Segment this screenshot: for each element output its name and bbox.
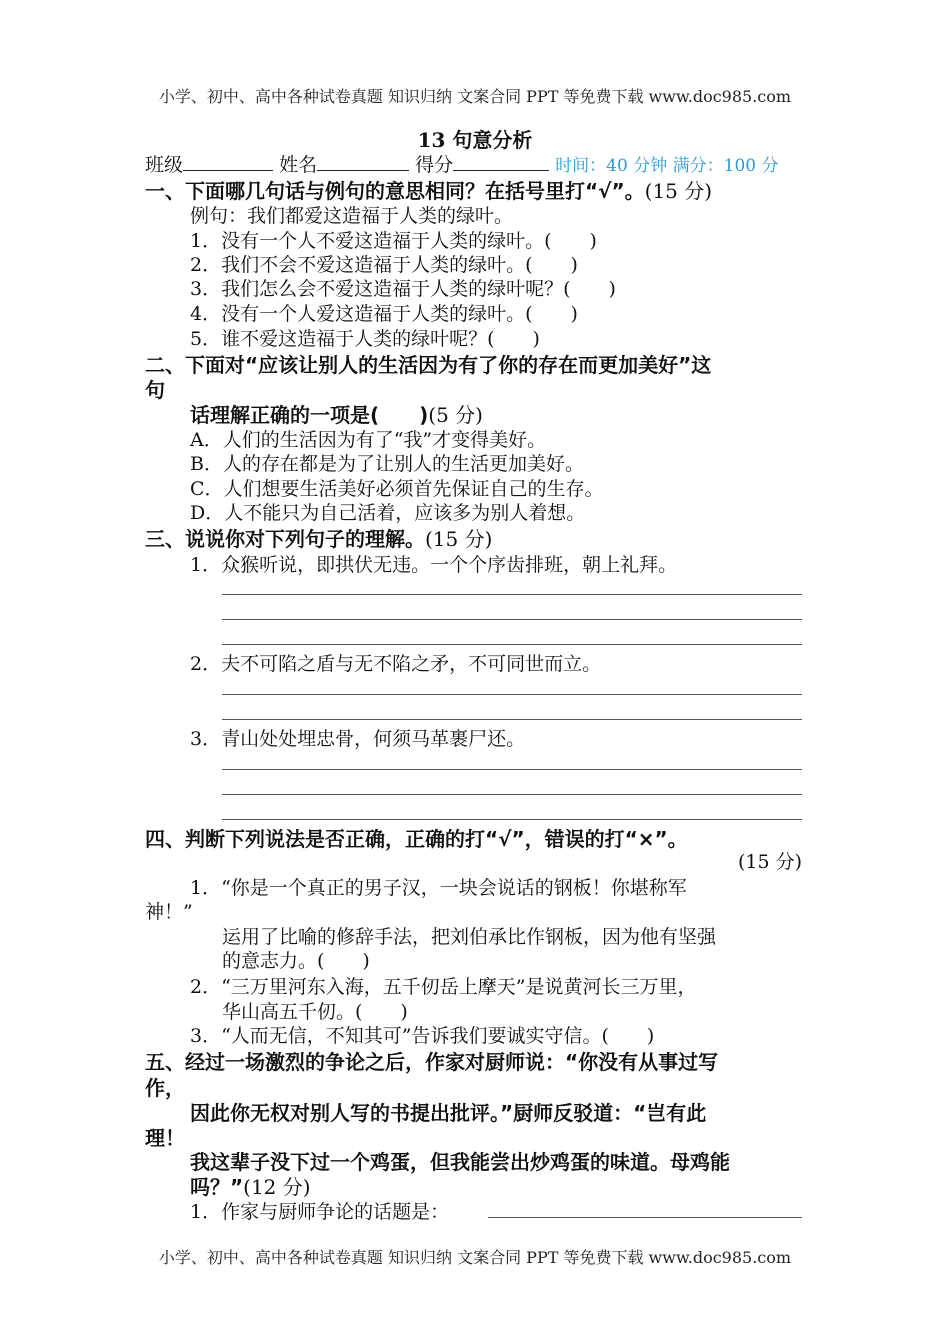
section-5-quote-end: 吗？” [190,1175,244,1199]
section-5-question-1: 1．作家与厨师争论的话题是： [190,1201,450,1223]
name-blank[interactable] [317,152,409,171]
answer-line[interactable] [222,619,802,620]
answer-line[interactable] [488,1217,802,1218]
page-header: 小学、初中、高中各种试卷真题 知识归纳 文案合同 PPT 等免费下载 www.doc985.com [158,87,792,106]
section-4-item-2-line-1: 2．“三万里河东入海，五千仞岳上摩天”是说黄河长三万里， [190,976,697,998]
section-2-title-line-2: 句 [145,378,165,402]
page-footer: 小学、初中、高中各种试卷真题 知识归纳 文案合同 PPT 等免费下载 www.doc985.com [158,1248,792,1267]
section-2-option-a: A．人们的生活因为有了“我”才变得美好。 [190,429,547,451]
section-4-item-3[interactable]: 3．“人而无信，不知其可”告诉我们要诚实守信。( ) [190,1025,655,1047]
section-4-item-1-line-3: 运用了比喻的修辞手法，把刘伯承比作钢板，因为他有坚强 [222,926,717,948]
section-2-points: (5 分) [428,403,483,427]
section-3-item-3: 3．青山处处埋忠骨，何须马革裹尸还。 [190,728,526,750]
section-2-option-b: B．人的存在都是为了让别人的生活更加美好。 [190,453,584,475]
score-blank[interactable] [453,152,549,171]
section-3-title [145,523,492,552]
name-label: 姓名 [279,154,318,176]
section-3-item-1: 1．众猴听说，即拱伏无违。一个个序齿排班，朝上礼拜。 [190,554,678,576]
student-info-row [145,150,778,177]
section-1-item-5[interactable]: 5．谁不爱这造福于人类的绿叶呢？( ) [190,328,540,350]
section-1-item-4[interactable]: 4．没有一个人爱这造福于人类的绿叶。( ) [190,303,578,325]
section-3-points: (15 分) [425,527,493,551]
section-2-option-d: D．人不能只为自己活着，应该多为别人着想。 [190,502,586,524]
section-3-item-2: 2．夫不可陷之盾与无不陷之矛，不可同世而立。 [190,653,602,675]
section-5-points: (12 分) [243,1175,311,1199]
section-1-question: 一、下面哪几句话与例句的意思相同？在括号里打“√”。 [145,179,645,203]
answer-line[interactable] [222,719,802,720]
section-4-points: (15 分) [737,851,802,873]
section-5-line-1: 五、经过一场激烈的争论之后，作家对厨师说：“你没有从事过写 [145,1050,719,1074]
section-4-item-1-line-1: 1．“你是一个真正的男子汉，一块会说话的钢板！你堪称军 [190,877,687,899]
answer-line[interactable] [222,694,802,695]
answer-line[interactable] [222,769,802,770]
section-1-example: 例句：我们都爱这造福于人类的绿叶。 [190,205,514,227]
score-label: 得分 [415,154,454,176]
section-4-title: 四、判断下列说法是否正确，正确的打“√”，错误的打“×”。 [145,827,688,851]
page-title: 13 句意分析 [417,128,533,152]
section-5-line-4: 理！ [145,1126,185,1150]
section-2-title-line-3 [190,399,483,428]
section-5-line-5: 我这辈子没下过一个鸡蛋，但我能尝出炒鸡蛋的味道。母鸡能 [190,1150,730,1174]
section-4-item-1-line-4[interactable]: 的意志力。( ) [222,950,370,972]
section-4-item-2-line-2[interactable]: 华山高五千仞。( ) [222,1001,408,1023]
section-2-question[interactable]: 话理解正确的一项是( ) [190,403,429,427]
section-3-question: 三、说说你对下列句子的理解。 [145,527,425,551]
section-2-option-c: C．人们想要生活美好必须首先保证自己的生存。 [190,478,604,500]
time-score-info: 时间：40 分钟 满分：100 分 [555,156,779,176]
section-5-line-6 [190,1171,311,1200]
section-1-title [145,175,712,204]
answer-line[interactable] [222,794,802,795]
section-5-line-3: 因此你无权对别人写的书提出批评。”厨师反驳道：“岂有此 [190,1101,707,1125]
section-1-item-3[interactable]: 3．我们怎么会不爱这造福于人类的绿叶呢？( ) [190,278,616,300]
section-1-item-1[interactable]: 1．没有一个人不爱这造福于人类的绿叶。( ) [190,230,597,252]
answer-line[interactable] [222,819,802,820]
section-4-item-1-line-2: 神！” [145,901,193,923]
section-2-title-line-1: 二、下面对“应该让别人的生活因为有了你的存在而更加美好”这 [145,353,712,377]
section-1-points: (15 分) [644,179,713,203]
class-blank[interactable] [183,152,273,171]
class-label: 班级 [145,154,184,176]
section-5-line-2: 作， [145,1076,185,1100]
answer-line[interactable] [222,644,802,645]
section-1-item-2[interactable]: 2．我们不会不爱这造福于人类的绿叶。( ) [190,254,578,276]
answer-line[interactable] [222,594,802,595]
